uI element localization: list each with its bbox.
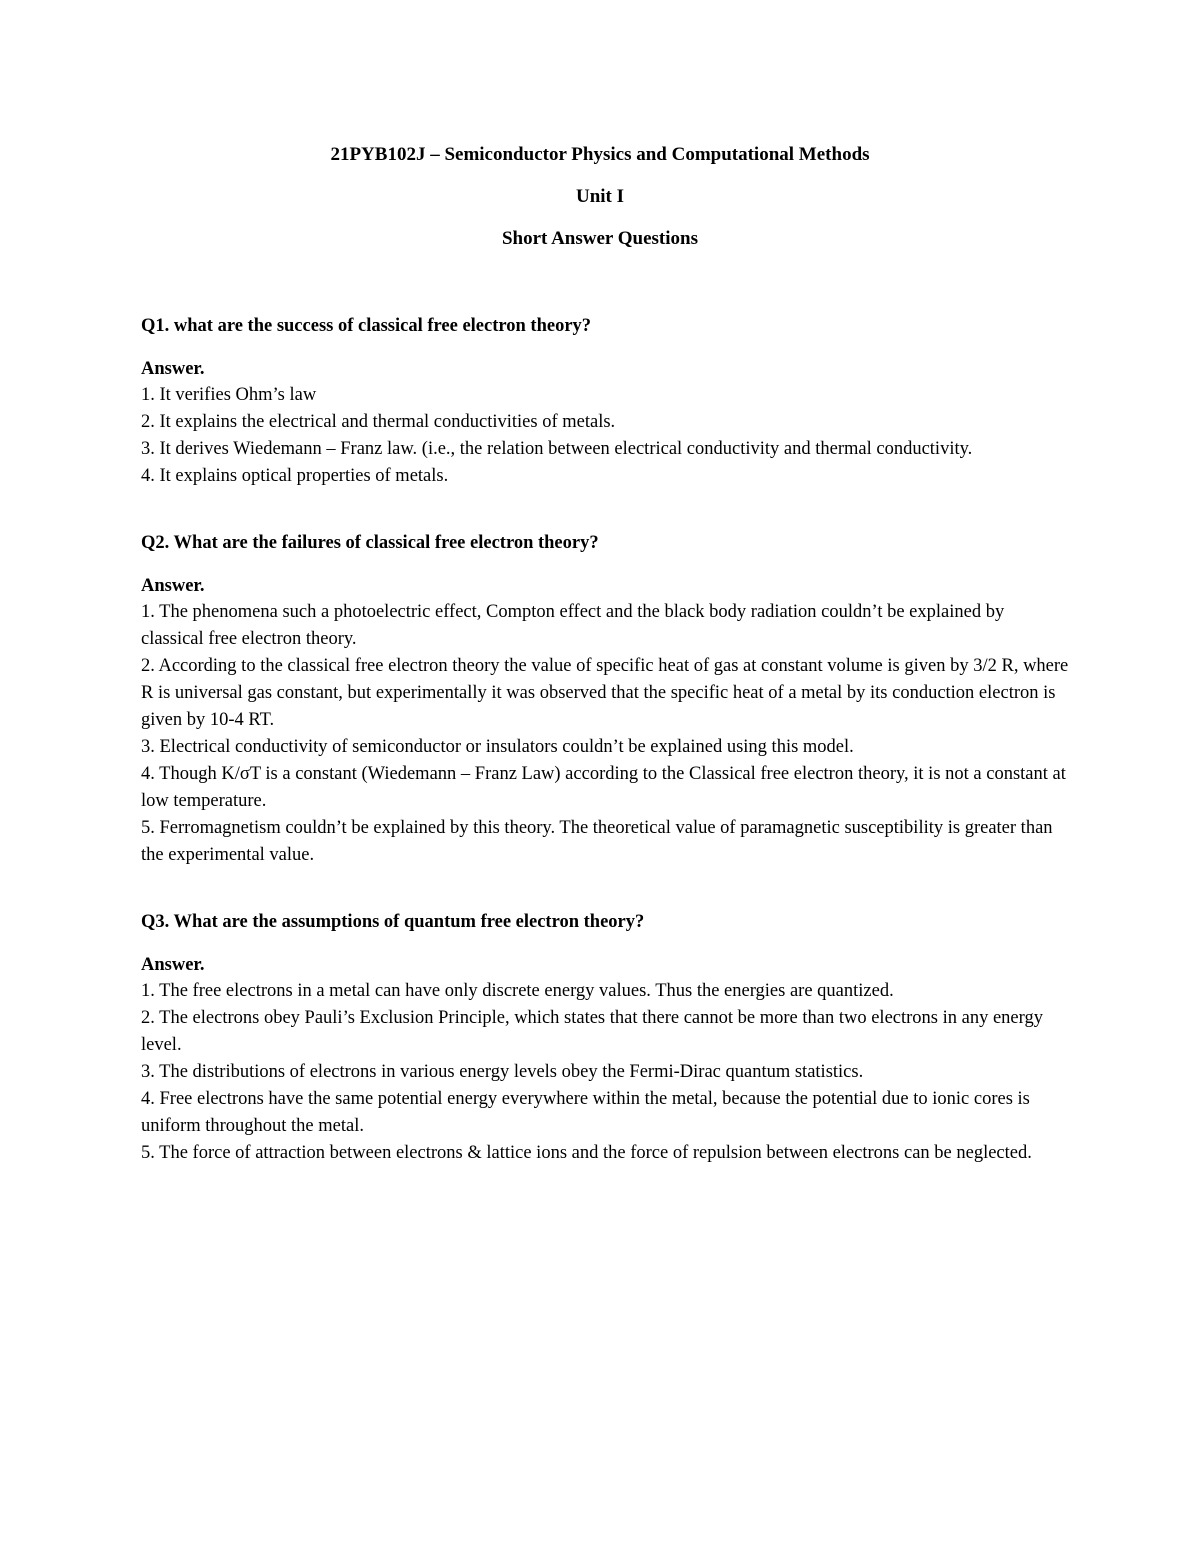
answer-label: Answer. — [141, 955, 205, 975]
question-heading: Q3. What are the assumptions of quantum free electron theory? — [141, 912, 645, 932]
answer-item: 3. Electrical conductivity of semiconductor or insulators couldn’t be explained using this model. — [141, 737, 854, 757]
course-title: 21PYB102J – Semiconductor Physics and Computational Methods — [330, 144, 870, 165]
answer-item: 3. It derives Wiedemann – Franz law. (i.e., the relation between electrical conductivity and thermal conductivity. — [141, 439, 973, 459]
answer-label: Answer. — [141, 576, 205, 596]
answer-item: 5. Ferromagnetism couldn’t be explained by this theory. The theoretical value of paramagnetic susceptibility is greater than the experimental value. — [141, 818, 1053, 865]
answer-label: Answer. — [141, 359, 205, 379]
answer-item: 4. Though K/σT is a constant (Wiedemann – Franz Law) according to the Classical free electron theory, it is not a constant at low temperature. — [141, 764, 1066, 811]
answer-item: 1. It verifies Ohm’s law — [141, 385, 317, 405]
answer-item: 1. The phenomena such a photoelectric effect, Compton effect and the black body radiation couldn’t be explained by classical free electron theory. — [141, 602, 1005, 649]
question-block-1 — [141, 313, 1071, 490]
answer-item: 2. It explains the electrical and thermal conductivities of metals. — [141, 412, 616, 432]
questions-list — [141, 313, 1071, 1207]
answer-item: 1. The free electrons in a metal can have only discrete energy values. Thus the energies are quantized. — [141, 981, 894, 1001]
question-heading: Q2. What are the failures of classical free electron theory? — [141, 533, 599, 553]
unit-title: Unit I — [575, 186, 625, 207]
question-heading: Q1. what are the success of classical free electron theory? — [141, 316, 592, 336]
section-title: Short Answer Questions — [501, 228, 698, 249]
answer-item: 2. The electrons obey Pauli’s Exclusion Principle, which states that there cannot be more than two electrons in any energy level. — [141, 1008, 1043, 1055]
answer-item: 5. The force of attraction between electrons & lattice ions and the force of repulsion between electrons can be neglected. — [141, 1143, 1032, 1163]
answer-item: 4. It explains optical properties of metals. — [141, 466, 449, 486]
answer-item: 3. The distributions of electrons in various energy levels obey the Fermi-Dirac quantum statistics. — [141, 1062, 864, 1082]
question-block-2 — [141, 530, 1071, 869]
answer-item: 2. According to the classical free electron theory the value of specific heat of gas at constant volume is given by 3/2 R, where R is universal gas constant, but experimentally it was observed that the specific heat of a metal by its conduction electron is given by 10-4 RT. — [141, 656, 1069, 730]
answer-item: 4. Free electrons have the same potential energy everywhere within the metal, because the potential due to ionic cores is uniform throughout the metal. — [141, 1089, 1030, 1136]
question-block-3 — [141, 909, 1071, 1167]
